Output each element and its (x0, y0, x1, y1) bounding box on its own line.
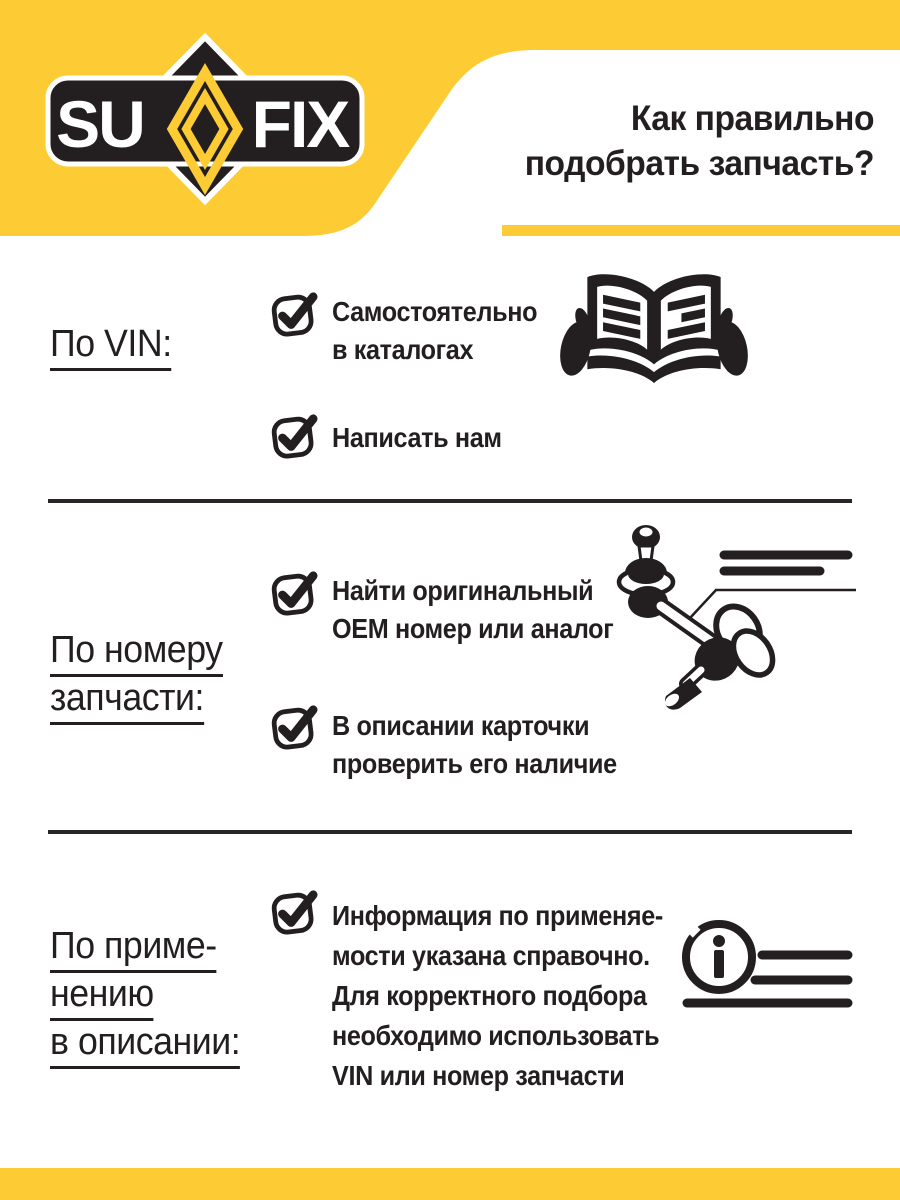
checkbox-check-icon (270, 291, 318, 339)
logo-text-left: SU (56, 87, 144, 161)
checkbox-check-icon (270, 889, 318, 937)
item-line: Найти оригинальный (332, 575, 594, 606)
item-line: в каталогах (332, 334, 474, 365)
item-line: OEM номер или аналог (332, 613, 614, 644)
item-line: необходимо использовать (332, 1020, 660, 1051)
heading-line: запчасти: (50, 678, 204, 725)
item-line: мости указана справочно. (332, 940, 650, 971)
title-line: Как правильно (630, 99, 874, 138)
footer-yellow-bar (0, 1168, 900, 1200)
title-line: подобрать запчасть? (524, 144, 874, 183)
checkbox-check-icon (270, 704, 318, 752)
item-line: проверить его наличие (332, 748, 617, 779)
book-in-hands-icon (556, 268, 752, 396)
heading-line: По номеру (50, 630, 223, 677)
vin-item-self (332, 293, 537, 369)
item-line: Информация по применяе- (332, 900, 663, 931)
heading-line: По VIN: (50, 324, 172, 371)
page-title (413, 96, 874, 186)
heading-line: в описании: (50, 1022, 240, 1069)
item-line: Самостоятельно (332, 296, 538, 327)
heading-line: нению (50, 974, 154, 1021)
info-circle-icon (676, 913, 858, 1011)
item-line: Для корректного подбора (332, 980, 647, 1011)
section-part-number-heading (50, 630, 223, 726)
section-application-heading (50, 926, 240, 1070)
section-divider (48, 499, 852, 503)
sufix-logo (15, 8, 395, 238)
heading-line: По приме- (50, 926, 217, 973)
section-divider (48, 830, 852, 834)
application-item-note (332, 896, 663, 1096)
logo-text-right: FIX (251, 87, 349, 161)
part-item-find-oem (332, 572, 613, 648)
item-line: VIN или номер запчасти (332, 1060, 625, 1091)
part-item-check-card (332, 707, 617, 783)
item-line: Написать нам (332, 422, 502, 453)
section-vin-heading (50, 324, 172, 372)
checkbox-check-icon (270, 570, 318, 618)
item-line: В описании карточки (332, 710, 590, 741)
checkbox-check-icon (270, 413, 318, 461)
stabilizer-link-icon (598, 518, 860, 713)
vin-item-write-us (332, 419, 502, 457)
